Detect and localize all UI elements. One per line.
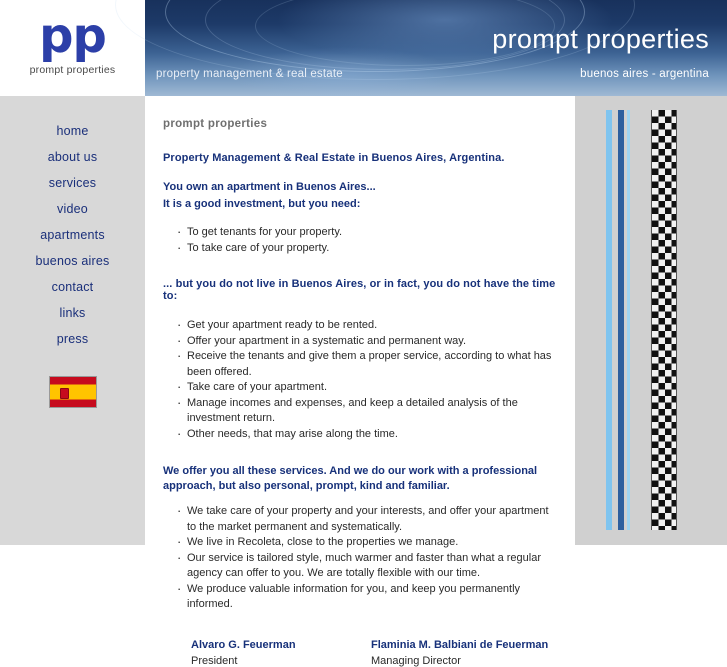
- list-item: · Manage incomes and expenses, and keep a detailed analysis of the investment return.: [177, 396, 557, 427]
- sidebar-item-video[interactable]: video: [57, 202, 88, 216]
- sidebar-item-about-us[interactable]: about us: [47, 150, 98, 164]
- banner-tagline: property management & real estate: [156, 68, 343, 80]
- sidebar-item-home[interactable]: home: [56, 124, 89, 138]
- sidebar-item-services[interactable]: services: [48, 176, 97, 190]
- needs-list: [163, 225, 557, 256]
- page-title: prompt properties: [163, 118, 268, 130]
- list-item: · Take care of your apartment.: [177, 380, 557, 396]
- signature-role: Managing Director: [371, 654, 461, 667]
- decor-stripe-pale-blue: [627, 110, 630, 530]
- sidebar-item-buenos-aires[interactable]: buenos aires: [35, 254, 110, 268]
- signature-name: Alvaro G. Feuerman: [191, 638, 296, 651]
- site-header: [0, 0, 727, 96]
- decor-checker-pattern: [651, 110, 677, 530]
- sidebar-item-contact[interactable]: contact: [51, 280, 94, 294]
- list-item: · Offer your apartment in a systematic and permanent way.: [177, 334, 557, 350]
- list-item: · Get your apartment ready to be rented.: [177, 318, 557, 334]
- list-item: · Other needs, that may arise along the time.: [177, 427, 557, 443]
- list-item: · To get tenants for your property.: [177, 225, 557, 241]
- offer-highlight: We offer you all these services. And we do our work with a professional approach, but also personal, prompt, kind and familiar.: [163, 465, 538, 492]
- header-banner: [145, 0, 727, 96]
- sidebar-item-apartments[interactable]: apartments: [40, 228, 105, 242]
- list-item: · To take care of your property.: [177, 241, 557, 257]
- spanish-language-flag-icon[interactable]: [49, 376, 97, 408]
- list-item: · We produce valuable information for you, and keep you permanently informed.: [177, 582, 557, 613]
- decor-stripe-light-blue: [606, 110, 612, 530]
- signature-managing-director: [371, 639, 548, 667]
- flag-crest-icon: [60, 388, 69, 399]
- logo-mark: pp: [39, 8, 106, 64]
- decor-stripe-dark-blue: [618, 110, 624, 530]
- sidebar-item-links[interactable]: links: [59, 306, 86, 320]
- tasks-list: [163, 318, 557, 442]
- main-navigation: [0, 118, 145, 352]
- signature-role: President: [191, 654, 238, 667]
- intro-line-1: You own an apartment in Buenos Aires...: [163, 181, 376, 193]
- signature-name: Flaminia M. Balbiani de Feuerman: [371, 638, 549, 651]
- banner-location: buenos aires - argentina: [580, 68, 709, 80]
- benefits-list: [163, 504, 557, 613]
- list-item: · Receive the tenants and give them a proper service, according to what has been offered.: [177, 349, 557, 380]
- page-lead: Property Management & Real Estate in Buenos Aires, Argentina.: [163, 152, 505, 164]
- list-item: · Our service is tailored style, much warmer and faster than what a regular agency can offer to you. We are totally flexible with our time.: [177, 551, 557, 582]
- body-area: [0, 96, 727, 667]
- logo-subtitle: prompt properties: [29, 64, 116, 76]
- main-content: [145, 96, 575, 667]
- signature-block: [163, 639, 557, 667]
- transition-text: ... but you do not live in Buenos Aires, or in fact, you do not have the time to:: [163, 278, 556, 302]
- signature-president: [191, 639, 371, 667]
- list-item: · We take care of your property and your interests, and offer your apartment to the market permanent and systematically.: [177, 504, 557, 535]
- intro-line-2: It is a good investment, but you need:: [163, 198, 361, 210]
- list-item: · We live in Recoleta, close to the properties we manage.: [177, 535, 557, 551]
- decorative-right-column: [575, 96, 727, 545]
- banner-title: prompt properties: [492, 24, 709, 54]
- sidebar: [0, 96, 145, 545]
- sidebar-item-press[interactable]: press: [56, 332, 89, 346]
